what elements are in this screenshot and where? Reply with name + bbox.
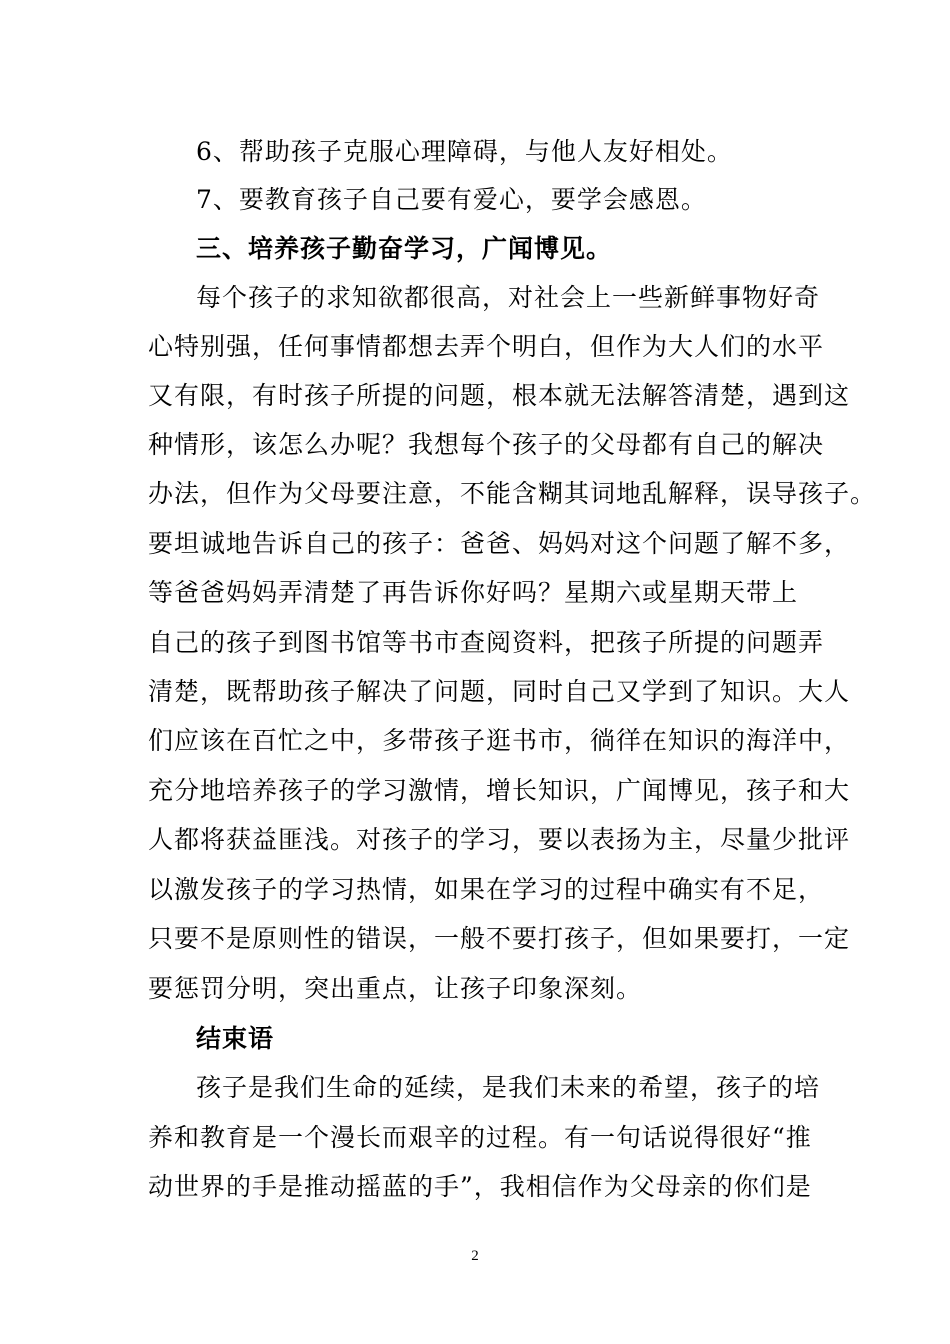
list-item-6: 6、帮助孩子克服心理障碍，与他人友好相处。 [196,137,733,166]
paragraph-line: 要坦诚地告诉自己的孩子：爸爸、妈妈对这个问题了解不多， [148,529,851,558]
page-number: 2 [471,1248,479,1264]
paragraph-line: 种情形，该怎么办呢？我想每个孩子的父母都有自己的解决 [148,430,825,459]
paragraph-line: 又有限，有时孩子所提的问题，根本就无法解答清楚，遇到这 [148,381,851,410]
paragraph-line: 们应该在百忙之中，多带孩子逛书市，徜徉在知识的海洋中， [148,726,851,755]
paragraph-line: 要惩罚分明，突出重点，让孩子印象深刻。 [148,974,643,1003]
list-item-7: 7、要教育孩子自己要有爱心，要学会感恩。 [196,185,707,214]
paragraph-line: 养和教育是一个漫长而艰辛的过程。有一句话说得很好“推 [148,1123,812,1152]
section-three-heading: 三、培养孩子勤奋学习，广闻博见。 [196,234,613,263]
paragraph-line: 心特别强，任何事情都想去弄个明白，但作为大人们的水平 [148,332,825,361]
paragraph-line: 人都将获益匪浅。对孩子的学习，要以表扬为主，尽量少批评 [148,825,851,854]
paragraph-line: 充分地培养孩子的学习激情，增长知识，广闻博见，孩子和大 [148,776,851,805]
paragraph-line: 清楚，既帮助孩子解决了问题，同时自己又学到了知识。大人 [148,677,851,706]
paragraph-line: 孩子是我们生命的延续，是我们未来的希望，孩子的培 [196,1073,821,1102]
paragraph-line: 动世界的手是推动摇蓝的手”，我相信作为父母亲的你们是 [148,1172,812,1201]
paragraph-line: 自己的孩子到图书馆等书市查阅资料，把孩子所提的问题弄 [148,628,825,657]
paragraph-line: 办法，但作为父母要注意，不能含糊其词地乱解释，误导孩子。 [148,479,877,508]
paragraph-line: 只要不是原则性的错误，一般不要打孩子，但如果要打，一定 [148,924,851,953]
conclusion-heading: 结束语 [196,1024,275,1053]
paragraph-line: 每个孩子的求知欲都很高，对社会上一些新鲜事物好奇 [196,283,821,312]
paragraph-line: 等爸爸妈妈弄清楚了再告诉你好吗？星期六或星期天带上 [148,578,799,607]
paragraph-line: 以激发孩子的学习热情，如果在学习的过程中确实有不足， [148,875,825,904]
